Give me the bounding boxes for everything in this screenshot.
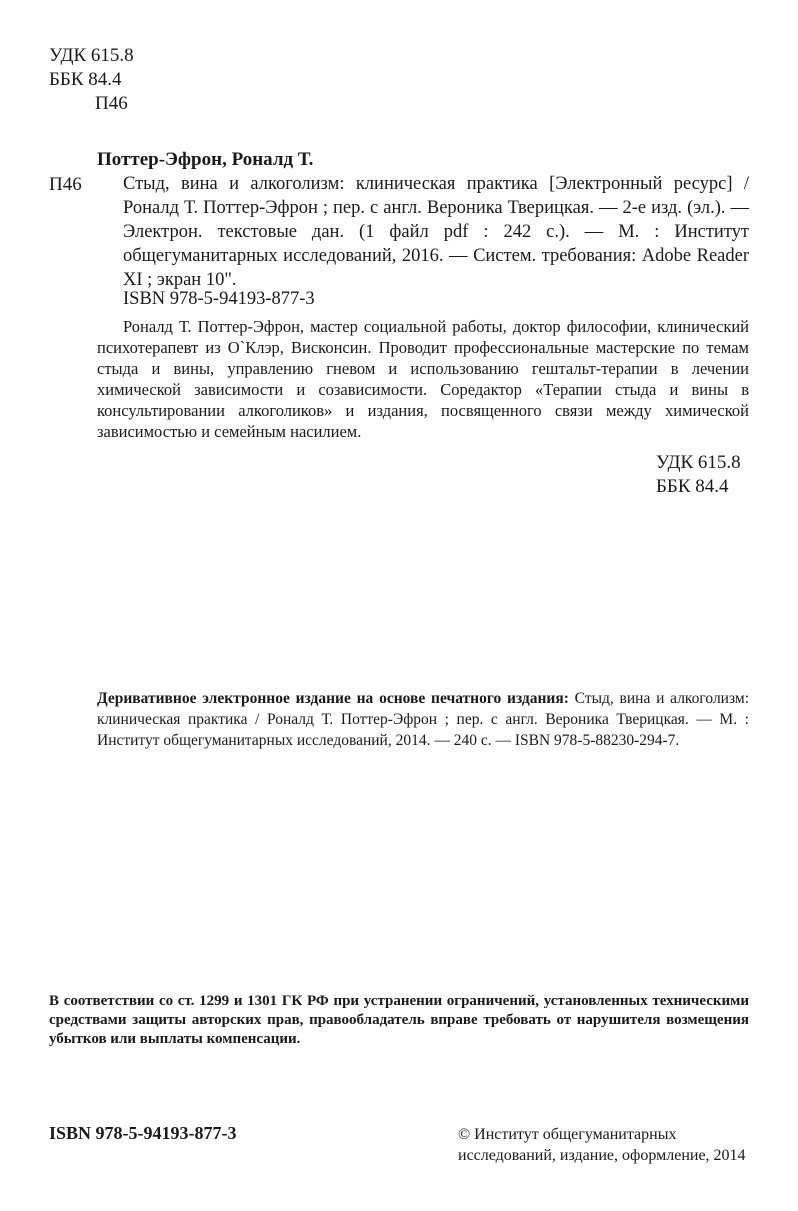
derivative-edition-note xyxy=(97,688,749,751)
annotation-paragraph: Роналд Т. Поттер-Эфрон, мастер социальной работы, доктор философии, клинический психотерапевт из О`Клэр, Висконсин. Проводит профессиональные мастерские по темам стыда и вины, управлению гневом и использованию гештальт-терапии в лечении химической зависимости и созависимости. Соредактор «Терапии стыда и вины в консультировании алкоголиков» и издания, посвященного связи между химической зависимостью и семейным насилием. xyxy=(97,317,749,441)
record-author-mark: П46 xyxy=(49,174,82,195)
footer-isbn: ISBN 978-5-94193-877-3 xyxy=(49,1123,237,1143)
udk-code-top: УДК 615.8 xyxy=(49,45,134,66)
classification-block-bottom xyxy=(656,451,741,499)
udk-code-bottom: УДК 615.8 xyxy=(656,452,741,473)
author-mark-top: П46 xyxy=(95,93,128,114)
derivative-edition-text: Стыд, вина и алкоголизм: клиническая практика / Роналд Т. Поттер-Эфрон ; пер. с англ. Вероника Тверицкая. — М. : Институт общегуманитарных исследований, 2014. — 240 с. — ISBN 978-5-88230-294-7. xyxy=(97,690,749,749)
bbk-code-top: ББК 84.4 xyxy=(49,69,122,90)
record-description: Стыд, вина и алкоголизм: клиническая практика [Электронный ресурс] / Роналд Т. Поттер-Эфрон ; пер. с англ. Вероника Тверицкая. — 2-е изд. (эл.). — Электрон. текстовые дан. (1 файл pdf : 242 с.). — М. : Институт общегуманитарных исследований, 2016. — Систем. требования: Adobe Reader XI ; экран 10". xyxy=(123,174,749,290)
footer-copyright: © Институт общегуманитарных исследований, издание, оформление, 2014 xyxy=(458,1126,746,1164)
bbk-code-bottom: ББК 84.4 xyxy=(656,476,729,497)
record-author: Поттер-Эфрон, Роналд Т. xyxy=(97,149,314,170)
record-isbn: ISBN 978-5-94193-877-3 xyxy=(123,289,315,309)
classification-block-top xyxy=(49,44,134,116)
derivative-edition-lead: Деривативное электронное издание на основе печатного издания: xyxy=(97,690,569,707)
rights-notice: В соответствии со ст. 1299 и 1301 ГК РФ при устранении ограничений, установленных техническими средствами защиты авторских прав, правообладатель вправе требовать от нарушителя возмещения убытков или выплаты компенсации. xyxy=(49,993,749,1047)
